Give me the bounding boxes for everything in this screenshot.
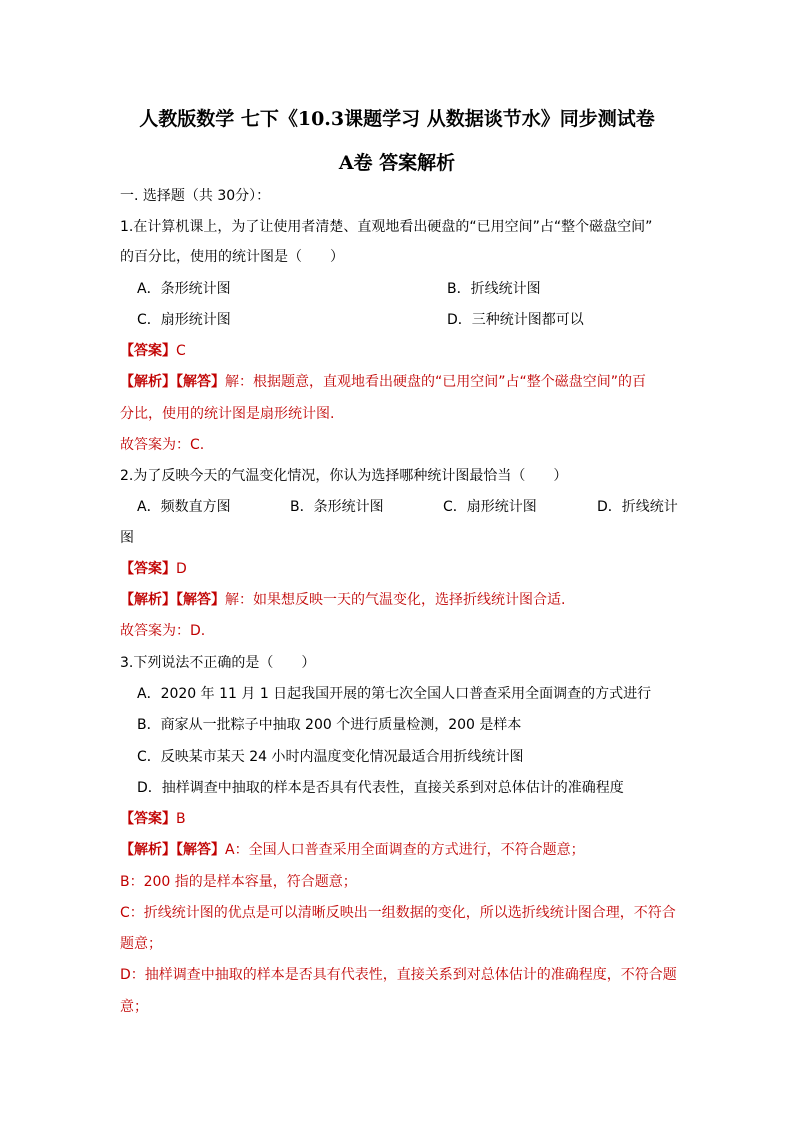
q3-option-c: C．反映某市某天 24 小时内温度变化情况最适合用折线统计图 [137, 749, 524, 765]
answer-label: 【答案】 [120, 811, 176, 827]
q1-answer [120, 341, 186, 361]
q2-option-d-wrap: 图 [120, 530, 134, 546]
q3-option-d: D．抽样调查中抽取的样本是否具有代表性，直接关系到对总体估计的准确程度 [137, 780, 624, 796]
q1-stem-line2: 的百分比，使用的统计图是（ ） [120, 249, 344, 265]
q2-option-a: A．频数直方图 [137, 499, 231, 515]
q3-answer [120, 809, 186, 829]
q1-option-b: B．折线统计图 [447, 281, 541, 297]
q2-option-c: C．扇形统计图 [443, 499, 537, 515]
q1-option-c: C．扇形统计图 [137, 312, 231, 328]
analysis-text: A：全国人口普查采用全面调查的方式进行，不符合题意； [225, 842, 585, 858]
analysis-text: 解：如果想反映一天的气温变化，选择折线统计图合适. [225, 592, 566, 608]
doc-subtitle: A卷 答案解析 [338, 152, 456, 174]
q3-analysis-c-line1: C：折线统计图的优点是可以清晰反映出一组数据的变化，所以选折线统计图合理，不符合 [120, 905, 676, 921]
q3-option-a: A．2020 年 11 月 1 日起我国开展的第七次全国人口普查采用全面调查的方式进行 [137, 686, 652, 702]
q2-option-d: D．折线统计 [597, 499, 678, 515]
q3-stem: 3.下列说法不正确的是（ ） [120, 655, 316, 671]
q3-analysis-a [120, 840, 585, 860]
doc-title: 人教版数学 七下《10.3课题学习 从数据谈节水》同步测试卷 [139, 108, 655, 130]
answer-label: 【答案】 [120, 343, 176, 359]
q3-analysis-c-line2: 题意； [120, 936, 162, 952]
q1-stem-line1: 1.在计算机课上，为了让使用者清楚、直观地看出硬盘的“已用空间”占“整个磁盘空间” [120, 219, 653, 235]
analysis-label: 【解析】【解答】 [120, 374, 225, 390]
q3-analysis-b: B：200 指的是样本容量，符合题意； [120, 874, 357, 890]
q3-option-b: B．商家从一批粽子中抽取 200 个进行质量检测，200 是样本 [137, 717, 522, 733]
q1-option-a: A．条形统计图 [137, 281, 231, 297]
q3-analysis-d-line1: D：抽样调查中抽取的样本是否具有代表性，直接关系到对总体估计的准确程度，不符合题 [120, 967, 677, 983]
q1-conclusion: 故答案为：C. [120, 437, 205, 453]
answer-value: C [176, 343, 186, 359]
q3-analysis-d-line2: 意； [120, 999, 148, 1015]
section-heading: 一. 选择题（共 30分）： [120, 188, 271, 204]
answer-label: 【答案】 [120, 561, 176, 577]
q1-analysis-line2: 分比，使用的统计图是扇形统计图. [120, 406, 335, 422]
q2-stem: 2.为了反映今天的气温变化情况，你认为选择哪种统计图最恰当（ ） [120, 468, 568, 484]
analysis-text: 解：根据题意，直观地看出硬盘的“已用空间”占“整个磁盘空间”的百 [225, 374, 647, 390]
q2-analysis [120, 590, 565, 610]
analysis-label: 【解析】【解答】 [120, 842, 225, 858]
q2-answer [120, 559, 187, 579]
q2-option-b: B．条形统计图 [290, 499, 384, 515]
q1-analysis-line1 [120, 372, 646, 392]
answer-value: D [176, 561, 187, 577]
q2-conclusion: 故答案为：D. [120, 623, 206, 639]
q1-option-d: D．三种统计图都可以 [447, 312, 584, 328]
answer-value: B [176, 811, 186, 827]
analysis-label: 【解析】【解答】 [120, 592, 225, 608]
